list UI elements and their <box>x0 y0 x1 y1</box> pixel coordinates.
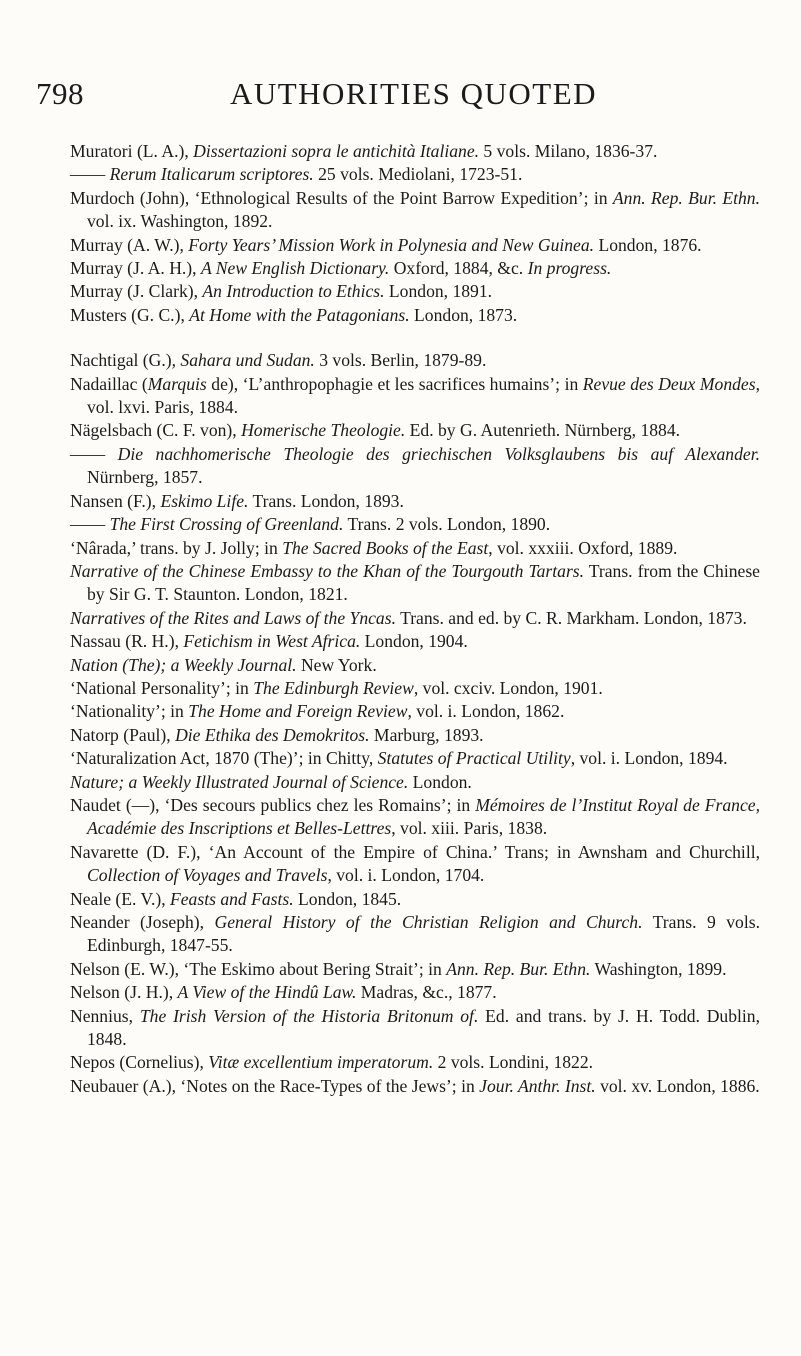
entry-text: —— <box>70 514 110 535</box>
bibliography-entry <box>70 304 760 327</box>
entry-title-italic: Mémoires de l’Institut Royal de France, Académie des Inscriptions et Belles-Lettres <box>87 794 761 839</box>
entry-text: —— <box>70 164 110 185</box>
entry-text: New York. <box>296 654 377 675</box>
bibliography-entry <box>70 888 760 911</box>
entry-text: , vol. i. London, 1704. <box>327 865 485 886</box>
entry-text: 3 vols. Berlin, 1879-89. <box>314 350 487 371</box>
entry-text: , vol. xiii. Paris, 1838. <box>391 818 548 839</box>
bibliography-entry <box>70 163 760 186</box>
entry-text: Nachtigal (G.), <box>70 350 181 371</box>
page-number: 798 <box>36 76 84 111</box>
entry-text: Marburg, 1893. <box>369 724 484 745</box>
entry-text: London, 1845. <box>293 888 402 909</box>
entry-text: de), ‘L’anthropophagie et les sacrifices humains’; in <box>206 373 583 394</box>
entry-text: ‘National Personality’; in <box>70 677 254 698</box>
entry-text: London, 1873. <box>409 304 518 325</box>
entry-title-italic: Ann. Rep. Bur. Ethn. <box>612 187 760 208</box>
entry-title-italic: Forty Years’ Mission Work in Polynesia and New Guinea. <box>188 234 595 255</box>
entry-title-italic: Revue des Deux Mondes <box>582 373 756 394</box>
entry-text: vol. ix. Washington, 1892. <box>87 211 273 232</box>
entry-text: Nadaillac ( <box>70 373 148 394</box>
entry-text: Murray (J. A. H.), <box>70 258 201 279</box>
entry-text: Navarette (D. F.), ‘An Account of the Empire of China.’ Trans; in Awnsham and Churchill, <box>70 841 760 862</box>
entry-text: Trans. London, 1893. <box>248 490 404 511</box>
entry-text: ‘Nationality’; in <box>70 701 189 722</box>
bibliography-entry <box>70 490 760 513</box>
bibliography-entry <box>70 419 760 442</box>
bibliography-entry <box>70 443 760 490</box>
entry-text: vol. xv. London, 1886. <box>595 1075 760 1096</box>
entry-title-italic: Marquis <box>147 373 207 394</box>
entry-text: —— <box>70 443 118 464</box>
entry-title-italic: Homerische Theologie. <box>241 420 406 441</box>
bibliography-entry <box>70 140 760 163</box>
entry-title-italic: Die nachhomerische Theologie des griechischen Volksglaubens bis auf Alexander. <box>117 443 760 464</box>
entry-title-italic: Nation (The); a Weekly Journal. <box>70 654 297 675</box>
entry-text: ‘Naturalization Act, 1870 (The)’; in Chitty, <box>70 748 378 769</box>
entry-title-italic: An Introduction to Ethics. <box>202 281 385 302</box>
entry-text: 2 vols. Londini, 1822. <box>433 1052 594 1073</box>
entry-title-italic: At Home with the Patagonians. <box>189 304 410 325</box>
entry-text: Washington, 1899. <box>590 958 727 979</box>
bibliography-entry <box>70 537 760 560</box>
entry-text: Nepos (Cornelius), <box>70 1052 209 1073</box>
entry-text: 5 vols. Milano, 1836-37. <box>479 141 658 161</box>
bibliography-entry <box>70 373 760 420</box>
entry-text: Natorp (Paul), <box>70 724 176 745</box>
entry-text: London, 1904. <box>360 631 468 652</box>
entry-title-italic: The Edinburgh Review <box>253 677 414 698</box>
entry-text: Murray (J. Clark), <box>70 281 203 302</box>
bibliography-entry <box>70 630 760 653</box>
entry-text: , vol. cxciv. London, 1901. <box>413 677 603 698</box>
bibliography-list <box>70 140 760 1098</box>
entry-title-italic: Fetichism in West Africa. <box>183 631 361 652</box>
entry-text: Nelson (J. H.), <box>70 982 178 1003</box>
entry-title-italic: Die Ethika des Demokritos. <box>175 724 370 745</box>
entry-text: Neander (Joseph), <box>70 912 215 932</box>
entry-title-italic: Rerum Italicarum scriptores. <box>109 164 314 185</box>
entry-title-italic: Statutes of Practical Utility <box>377 748 571 769</box>
entry-text: Nägelsbach (C. F. von), <box>70 420 242 441</box>
entry-title-italic: The Irish Version of the Historia Britonum of. <box>139 1005 479 1026</box>
entry-title-italic: Vitæ excellentium imperatorum. <box>208 1052 434 1073</box>
entry-text: Muratori (L. A.), <box>70 141 194 161</box>
entry-text: Musters (G. C.), <box>70 304 190 325</box>
running-title: AUTHORITIES QUOTED <box>229 76 598 111</box>
bibliography-entry <box>70 654 760 677</box>
bibliography-entry <box>70 1075 760 1098</box>
entry-title-italic: The Sacred Books of the East <box>282 537 489 558</box>
entry-text: Nennius, <box>70 1005 140 1026</box>
entry-text: , vol. i. London, 1862. <box>407 701 565 722</box>
entry-title-italic: In progress. <box>527 258 612 279</box>
bibliography-entry <box>70 771 760 794</box>
entry-text: London, 1891. <box>384 281 493 302</box>
entry-title-italic: The First Crossing of Greenland. <box>109 514 344 535</box>
entry-title-italic: Nature; a Weekly Illustrated Journal of Science. <box>70 771 409 792</box>
entry-text: Nelson (E. W.), ‘The Eskimo about Bering Strait’; in <box>70 958 447 979</box>
bibliography-entry <box>70 724 760 747</box>
entry-title-italic: Ann. Rep. Bur. Ethn. <box>446 958 591 979</box>
entry-title-italic: A New English Dictionary. <box>200 258 390 279</box>
bibliography-entry <box>70 280 760 303</box>
bibliography-entry <box>70 187 760 234</box>
entry-title-italic: Jour. Anthr. Inst. <box>479 1075 596 1096</box>
bibliography-entry <box>70 607 760 630</box>
entry-text: Neubauer (A.), ‘Notes on the Race-Types of the Jews’; in <box>70 1075 480 1096</box>
bibliography-entry <box>70 1051 760 1074</box>
bibliography-entry <box>70 981 760 1004</box>
bibliography-entry <box>70 257 760 280</box>
entry-title-italic: Feasts and Fasts. <box>170 888 294 909</box>
entry-text: Murray (A. W.), <box>70 234 189 255</box>
bibliography-entry <box>70 560 760 607</box>
entry-text: London. <box>408 771 472 792</box>
entry-title-italic: Narratives of the Rites and Laws of the Yncas. <box>70 607 396 628</box>
entry-title-italic: The Home and Foreign Review <box>188 701 408 722</box>
entry-text: Neale (E. V.), <box>70 888 170 909</box>
bibliography-entry <box>70 234 760 257</box>
bibliography-entry <box>70 841 760 888</box>
entry-text: Murdoch (John), ‘Ethnological Results of the Point Barrow Expedition’; in <box>70 187 613 208</box>
entry-text: Oxford, 1884, &c. <box>389 258 528 279</box>
running-header <box>36 76 761 126</box>
entry-text: 25 vols. Mediolani, 1723-51. <box>313 164 523 185</box>
entry-title-italic: Dissertazioni sopra le antichità Italiane. <box>193 141 480 161</box>
entry-title-italic: Collection of Voyages and Travels <box>87 865 328 886</box>
entry-text: Nürnberg, 1857. <box>87 467 203 488</box>
entry-text: ‘Nârada,’ trans. by J. Jolly; in <box>70 537 283 558</box>
entry-title-italic: A View of the Hindû Law. <box>177 982 357 1003</box>
entry-text: Nansen (F.), <box>70 490 161 511</box>
entry-text: Ed. by G. Autenrieth. Nürnberg, 1884. <box>405 420 681 441</box>
bibliography-entry <box>70 1005 760 1052</box>
entry-text: Trans. from the Chinese by Sir G. T. Staunton. London, 1821. <box>87 560 760 605</box>
entry-text: London, 1876. <box>594 234 702 255</box>
entry-text: , vol. i. London, 1894. <box>570 748 728 769</box>
bibliography-entry <box>70 958 760 981</box>
bibliography-entry <box>70 677 760 700</box>
bibliography-entry <box>70 747 760 770</box>
entry-text: Trans. 2 vols. London, 1890. <box>343 514 551 535</box>
entry-title-italic: General History of the Christian Religion and Church. <box>214 912 643 932</box>
bibliography-entry <box>70 794 760 841</box>
entry-text: Trans. and ed. by C. R. Markham. London, 1873. <box>395 607 747 628</box>
entry-text: Ed. and trans. by J. H. Todd. Dublin, 1848. <box>87 1005 760 1050</box>
entry-title-italic: Sahara und Sudan. <box>180 350 315 371</box>
entry-text: Trans. 9 vols. Edinburgh, 1847-55. <box>87 912 760 956</box>
bibliography-entry <box>70 911 760 958</box>
entry-title-italic: Narrative of the Chinese Embassy to the Khan of the Tourgouth Tartars. <box>70 560 585 581</box>
entry-text: Nassau (R. H.), <box>70 631 184 652</box>
entry-text: Madras, &c., 1877. <box>356 982 497 1003</box>
entry-text: , vol. lxvi. Paris, 1884. <box>87 373 760 418</box>
entry-title-italic: Eskimo Life. <box>160 490 249 511</box>
bibliography-entry <box>70 513 760 536</box>
bibliography-entry <box>70 700 760 723</box>
entry-text: Naudet (—), ‘Des secours publics chez les Romains’; in <box>70 794 476 815</box>
entry-text: , vol. xxxiii. Oxford, 1889. <box>488 537 678 558</box>
bibliography-entry <box>70 349 760 372</box>
